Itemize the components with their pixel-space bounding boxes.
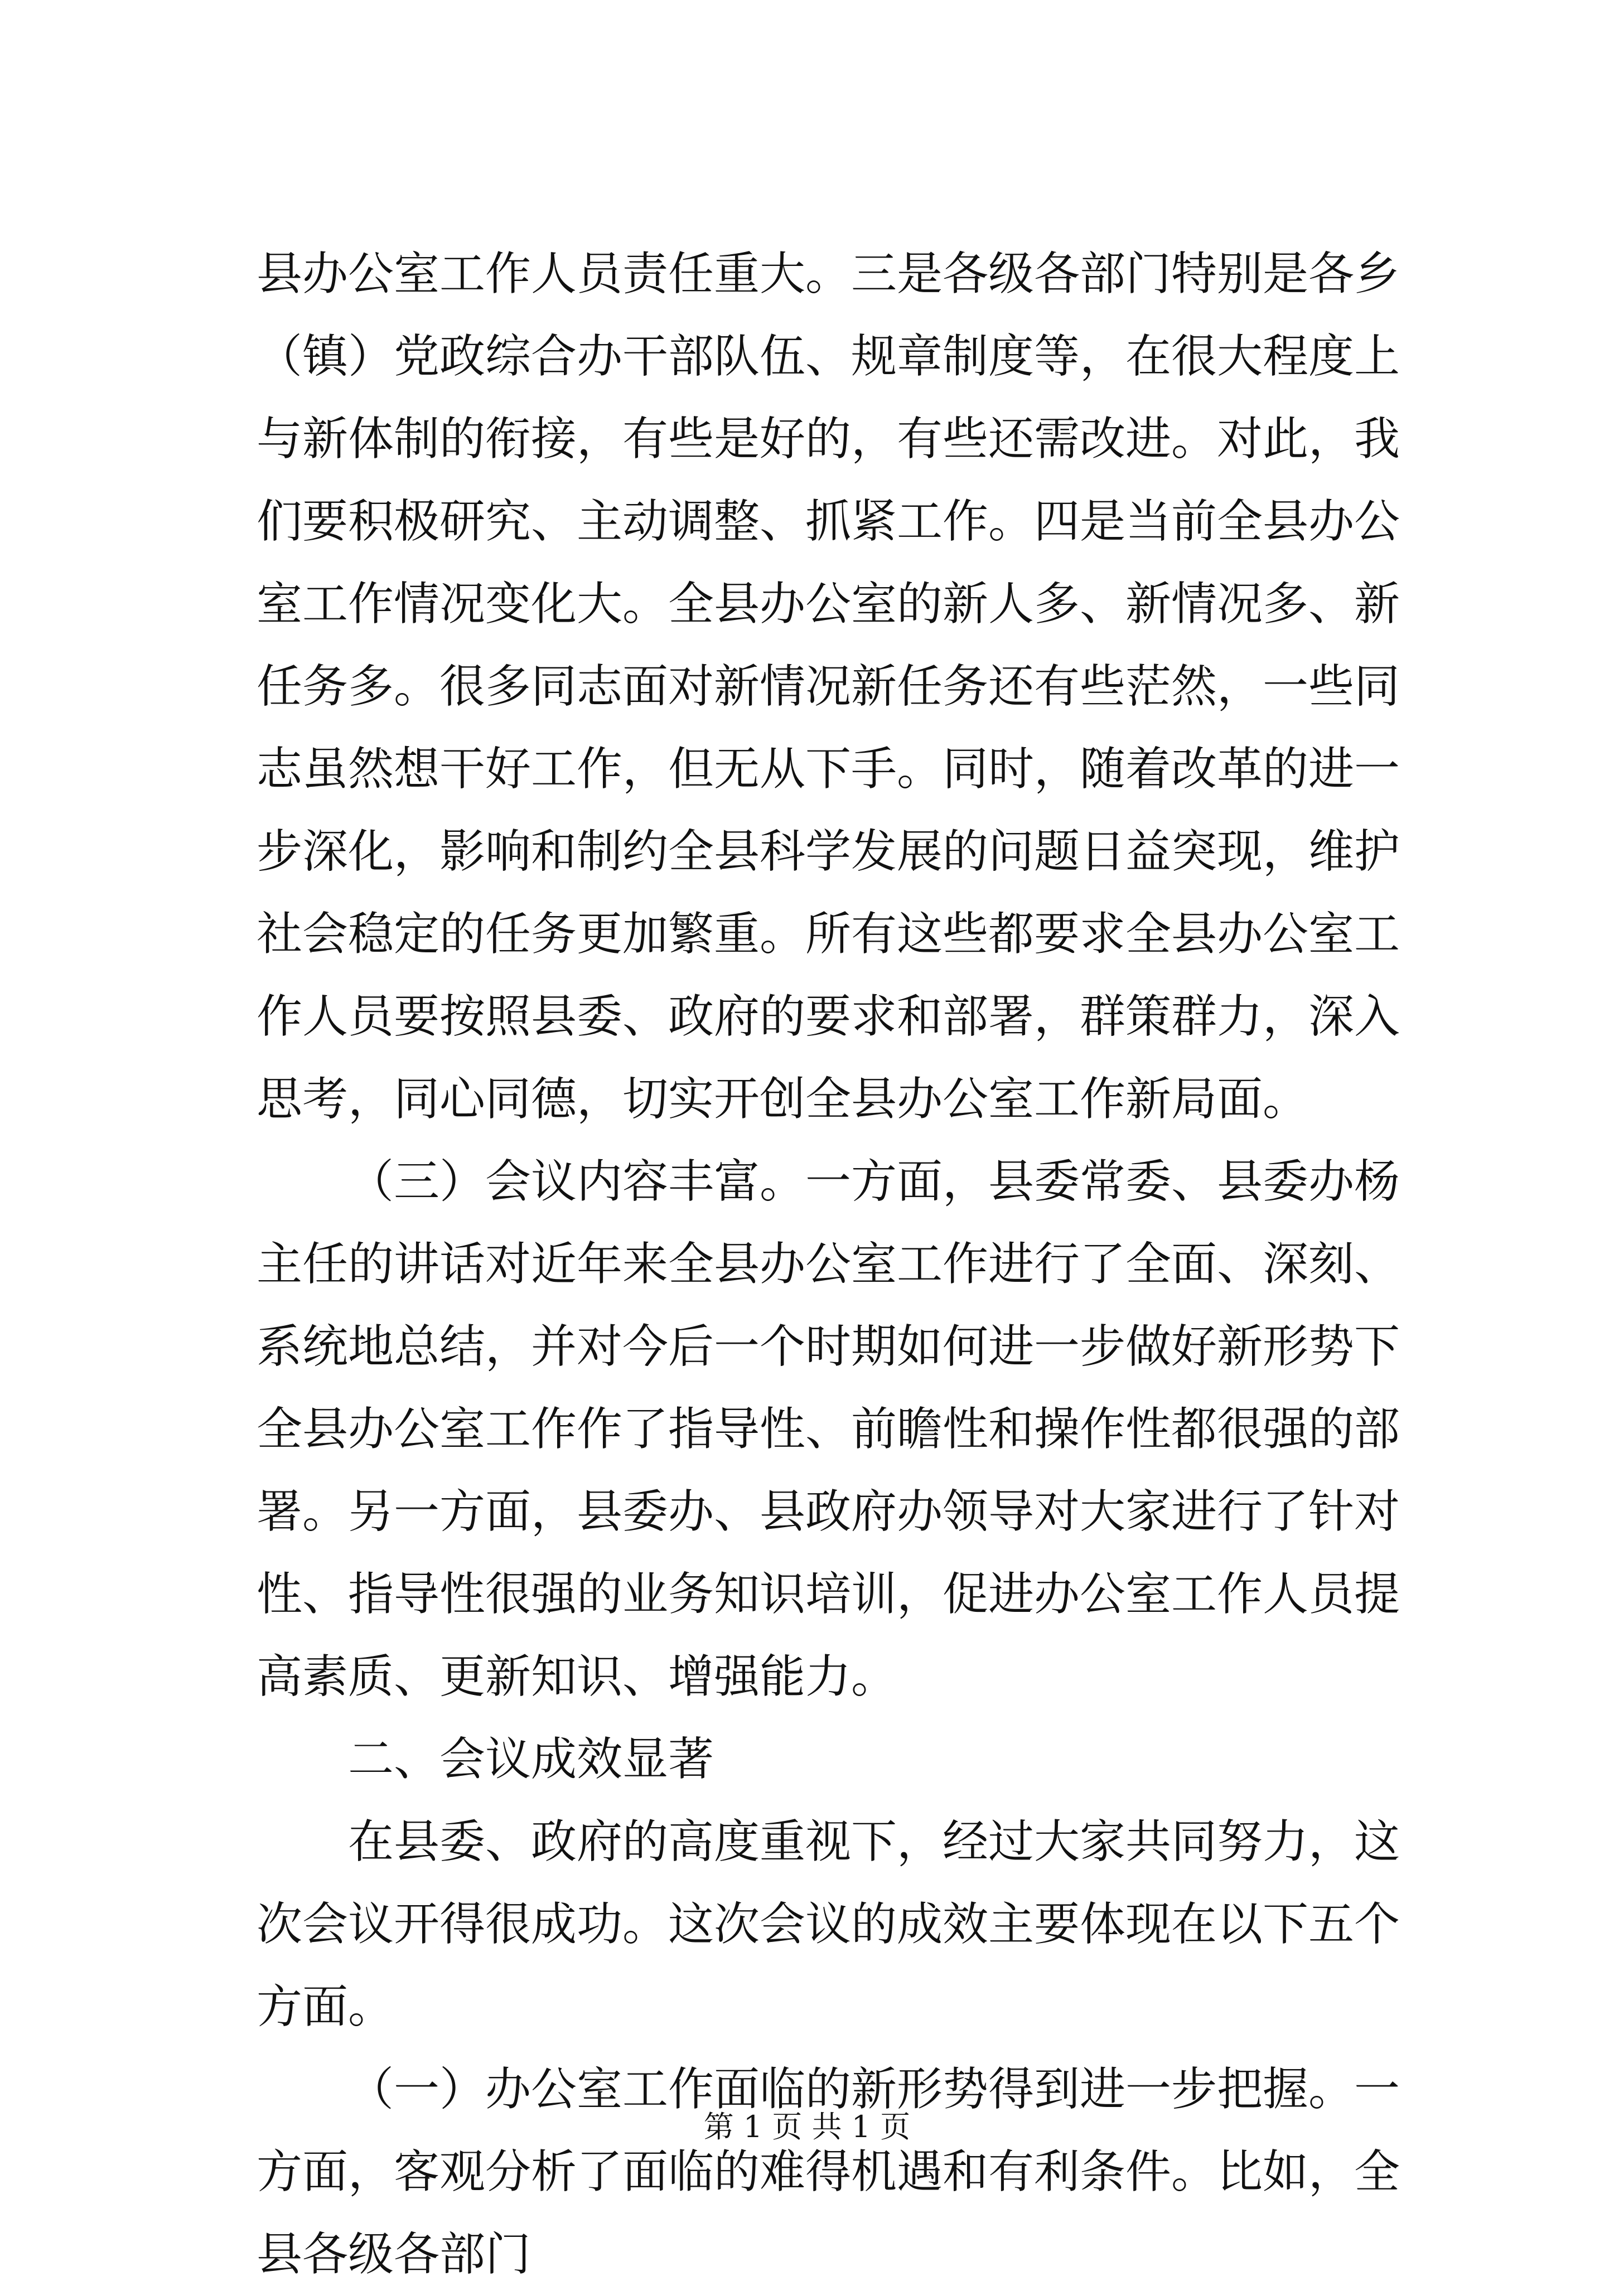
paragraph-continuation: 县办公室工作人员责任重大。三是各级各部门特别是各乡（镇）党政综合办干部队伍、规章制度等，在很大程度上与新体制的衔接，有些是好的，有些还需改进。对此，我们要积极研究、主动调整、抓紧工作。四是当前全县办公室工作情况变化大。全县办公室的新人多、新情况多、新任务多。很多同志面对新情况新任务还有些茫然，一些同志虽然想干好工作，但无从下手。同时，随着改革的进一步深化，影响和制约全县科学发展的问题日益突现，维护社会稳定的任务更加繁重。所有这些都要求全县办公室工作人员要按照县委、政府的要求和部署，群策群力，深入思考，同心同德，切实开创全县办公室工作新局面。 [257,248,1400,1126]
paragraph-point-one: （一）办公室工作面临的新形势得到进一步把握。一方面，客观分析了面临的难得机遇和有利条件。比如，全县各级各部门 [257,2063,1400,2281]
paragraph-meeting-content: （三）会议内容丰富。一方面，县委常委、县委办杨主任的讲话对近年来全县办公室工作进行了全面、深刻、系统地总结，并对今后一个时期如何进一步做好新形势下全县办公室工作作了指导性、前瞻性和操作性都很强的部署。另一方面，县委办、县政府办领导对大家进行了针对性、指导性很强的业务知识培训，促进办公室工作人员提高素质、更新知识、增强能力。 [257,1155,1400,1703]
section-heading: 二、会议成效显著 [348,1733,714,1786]
document-body [257,233,1400,2296]
paragraph-section-intro: 在县委、政府的高度重视下，经过大家共同努力，这次会议开得很成功。这次会议的成效主要体现在以下五个方面。 [257,1815,1400,2033]
page-number-footer: 第 1 页 共 1 页 [703,2109,911,2144]
